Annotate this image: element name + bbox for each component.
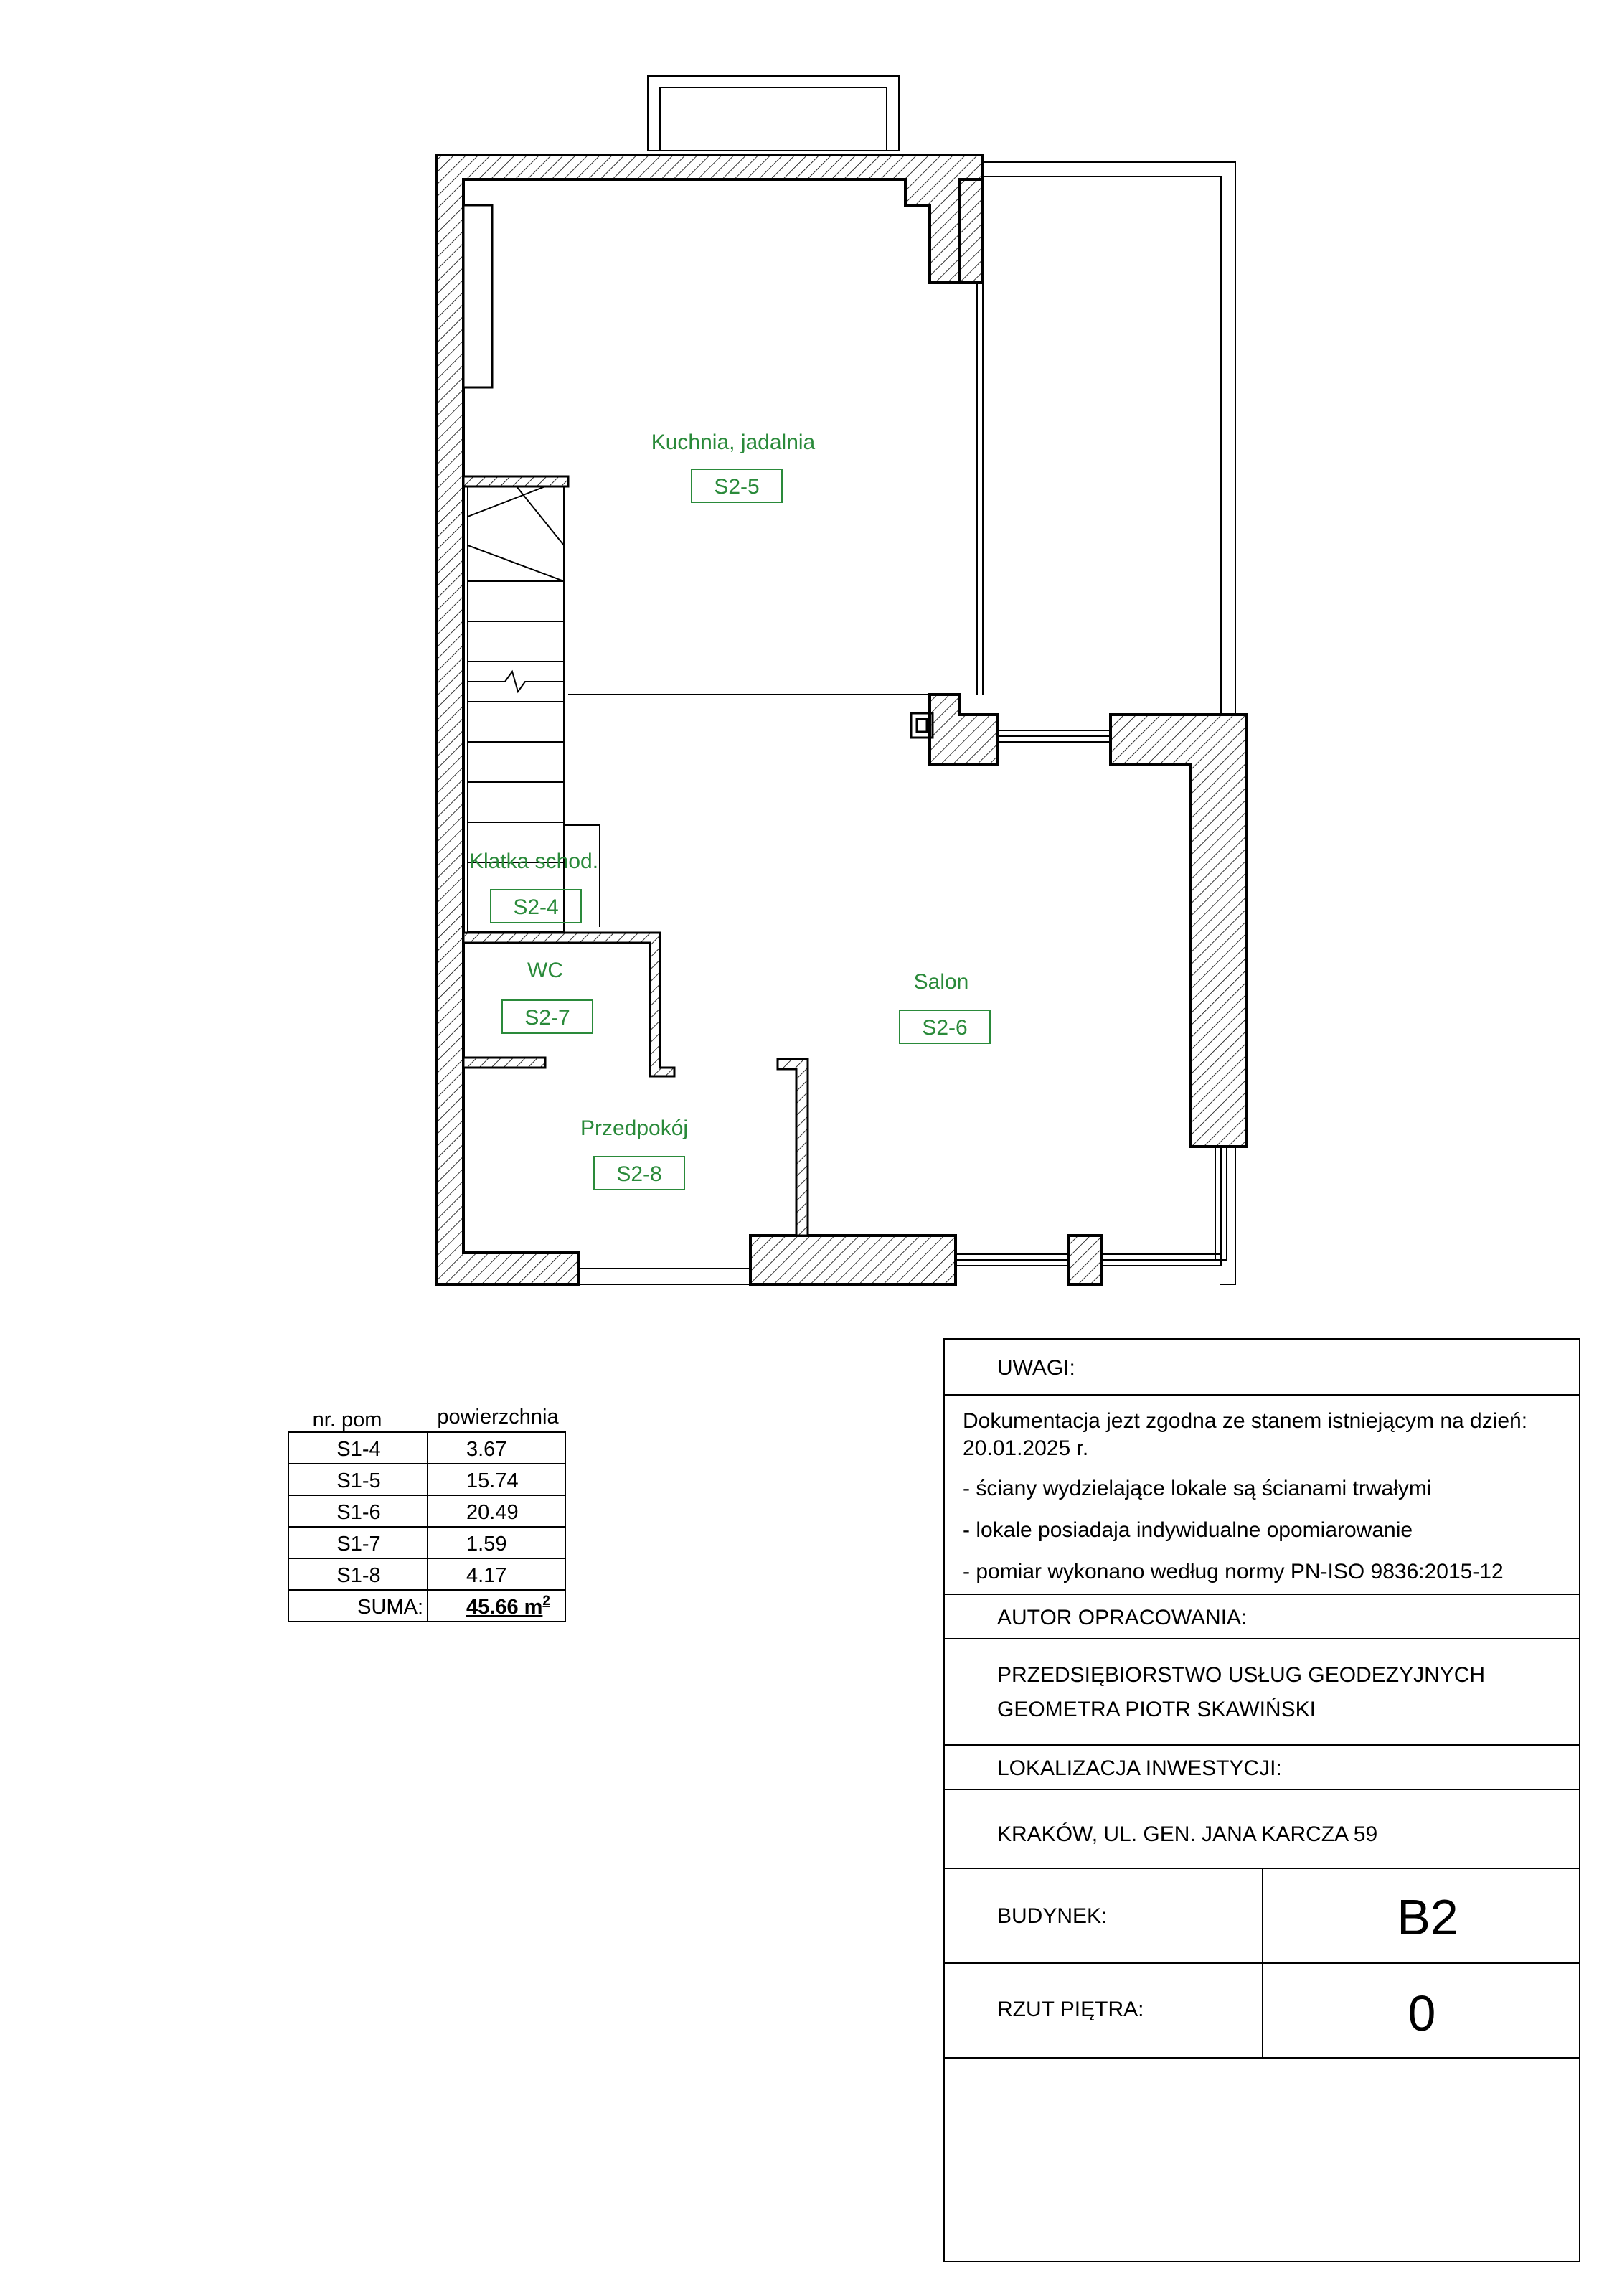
windows <box>956 730 1227 1266</box>
rzut-label: RZUT PIĘTRA: <box>997 1998 1144 2021</box>
area-table-nr: S1-6 <box>336 1501 381 1524</box>
floor-plan <box>436 76 1247 1284</box>
area-table-area: 20.49 <box>466 1501 519 1524</box>
table-row <box>336 1533 506 1556</box>
lokalizacja-value: KRAKÓW, UL. GEN. JANA KARCZA 59 <box>997 1822 1378 1846</box>
room-code-stairs: S2-4 <box>513 895 559 919</box>
uwagi-label: UWAGI: <box>997 1356 1075 1380</box>
uwagi-line-4: - lokale posiadaja indywidualne opomiarowanie <box>963 1518 1413 1542</box>
budynek-value: B2 <box>1397 1889 1458 1945</box>
top-balcony <box>648 76 899 151</box>
area-table-sum-sup: 2 <box>542 1594 550 1609</box>
room-labels <box>469 430 990 1190</box>
room-code-wc: S2-7 <box>524 1006 570 1030</box>
area-table-area: 1.59 <box>466 1533 507 1556</box>
uwagi-line-2: 20.01.2025 r. <box>963 1436 1089 1460</box>
area-table-header-area: powierzchnia <box>437 1406 559 1429</box>
room-code-kitchen: S2-5 <box>714 475 760 499</box>
area-table-sum-number: 45.66 m <box>466 1596 543 1619</box>
room-code-hall: S2-8 <box>616 1162 662 1186</box>
area-table-sum-label: SUMA: <box>357 1596 423 1619</box>
autor-line-1: PRZEDSIĘBIORSTWO USŁUG GEODEZYJNYCH <box>997 1663 1486 1687</box>
table-row <box>336 1564 506 1587</box>
rzut-value: 0 <box>1408 1985 1436 2041</box>
area-table-nr: S1-8 <box>336 1564 381 1587</box>
bottom-outline <box>578 1269 750 1284</box>
room-name-kitchen: Kuchnia, jadalnia <box>651 430 816 454</box>
table-row <box>336 1438 506 1461</box>
title-block <box>944 1339 1580 2262</box>
area-table-sum-value <box>466 1594 550 1619</box>
room-boundaries <box>568 283 983 695</box>
lokalizacja-label: LOKALIZACJA INWESTYCJI: <box>997 1756 1282 1780</box>
area-table-area: 4.17 <box>466 1564 507 1587</box>
area-table-nr: S1-5 <box>336 1469 381 1492</box>
area-table-area: 15.74 <box>466 1469 519 1492</box>
area-table-grid <box>288 1432 565 1622</box>
room-name-salon: Salon <box>913 970 969 994</box>
room-name-wc: WC <box>527 959 563 982</box>
autor-label: AUTOR OPRACOWANIA: <box>997 1606 1248 1629</box>
room-name-hall: Przedpokój <box>580 1116 689 1140</box>
room-name-stairs: Klatka schod. <box>468 850 599 873</box>
room-code-salon: S2-6 <box>922 1016 968 1040</box>
interior-walls <box>463 205 808 1236</box>
area-table-area: 3.67 <box>466 1438 507 1461</box>
uwagi-line-1: Dokumentacja jezt zgodna ze stanem istniejącym na dzień: <box>963 1409 1528 1433</box>
area-table-nr: S1-4 <box>336 1438 381 1461</box>
area-table-header-nr: nr. pom <box>312 1408 382 1431</box>
budynek-label: BUDYNEK: <box>997 1904 1108 1928</box>
autor-line-2: GEOMETRA PIOTR SKAWIŃSKI <box>997 1698 1316 1721</box>
uwagi-line-3: - ściany wydzielające lokale są ścianami trwałymi <box>963 1477 1432 1500</box>
area-table-nr: S1-7 <box>336 1533 381 1556</box>
uwagi-line-5: - pomiar wykonano według normy PN-ISO 9836:2015-12 <box>963 1560 1504 1584</box>
area-table <box>288 1406 565 1622</box>
exterior-walls <box>436 155 1247 1284</box>
